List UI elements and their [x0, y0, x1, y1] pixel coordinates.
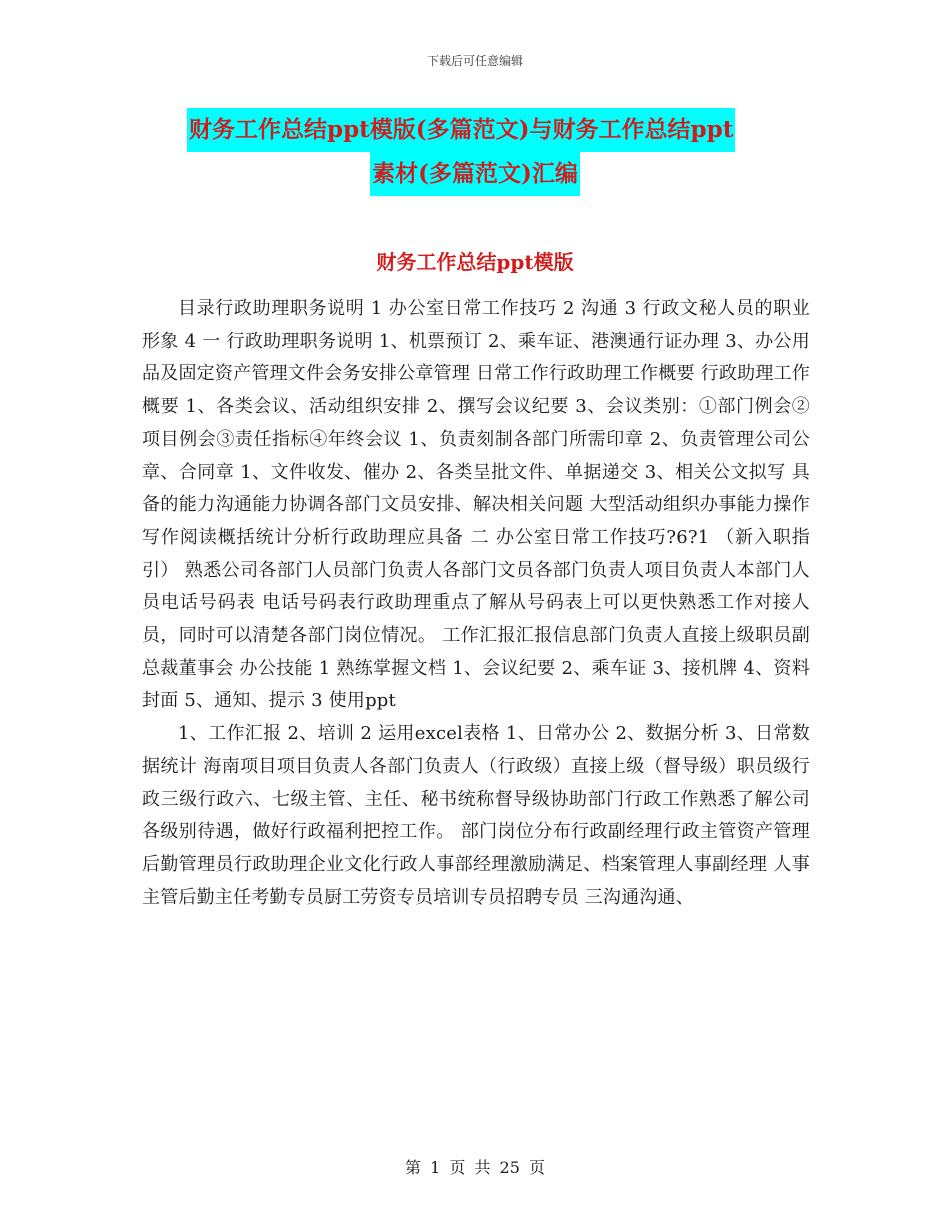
document-body: [142, 293, 810, 914]
body-paragraph-1: 目录行政助理职务说明 1 办公室日常工作技巧 2 沟通 3 行政文秘人员的职业形象 4 一 行政助理职务说明 1、机票预订 2、乘车证、港澳通行证办理 3、办公用品及固定资产管理文件会务安排公章管理 日常工作行政助理工作概要 行政助理工作概要 1、各类会议、活动组织安排 2、撰写会议纪要 3、会议类别：①部门例会②项目例会③责任指标④年终会议 1、负责刻制各部门所需印章 2、负责管理公司公章、合同章 1、文件收发、催办 2、各类呈批文件、单据递交 3、相关公文拟写 具备的能力沟通能力协调各部门文员安排、解决相关问题 大型活动组织办事能力操作写作阅读概括统计分析行政助理应具备 二 办公室日常工作技巧?6?1 （新入职指引） 熟悉公司各部门人员部门负责人各部门文员各部门负责人项目负责人本部门人员电话号码表 电话号码表行政助理重点了解从号码表上可以更快熟悉工作对接人员，同时可以清楚各部门岗位情况。 工作汇报汇报信息部门负责人直接上级职员副总裁董事会 办公技能 1 熟练掌握文档 1、会议纪要 2、乘车证 3、接机牌 4、资料封面 5、通知、提示 3 使用ppt: [142, 298, 810, 712]
document-title-line-2: 素材(多篇范文)汇编: [370, 152, 580, 196]
page-number: 第 1 页 共 25 页: [405, 1158, 545, 1177]
header-note: 下载后可任意编辑: [426, 54, 523, 68]
section-title: 财务工作总结ppt模版: [376, 250, 574, 274]
body-paragraph-2: 1、工作汇报 2、培训 2 运用excel表格 1、日常办公 2、数据分析 3、日常数据统计 海南项目项目负责人各部门负责人（行政级）直接上级（督导级）职员级行政三级行政六、七级主管、主任、秘书统称督导级协助部门行政工作熟悉了解公司各级别待遇，做好行政福利把控工作。 部门岗位分布行政副经理行政主管资产管理后勤管理员行政助理企业文化行政人事部经理激励满足、档案管理人事副经理 人事主管后勤主任考勤专员厨工劳资专员培训专员招聘专员 三沟通沟通、: [142, 723, 810, 908]
document-title-line-1: 财务工作总结ppt模版(多篇范文)与财务工作总结ppt: [187, 108, 735, 152]
document-title: [0, 108, 950, 196]
